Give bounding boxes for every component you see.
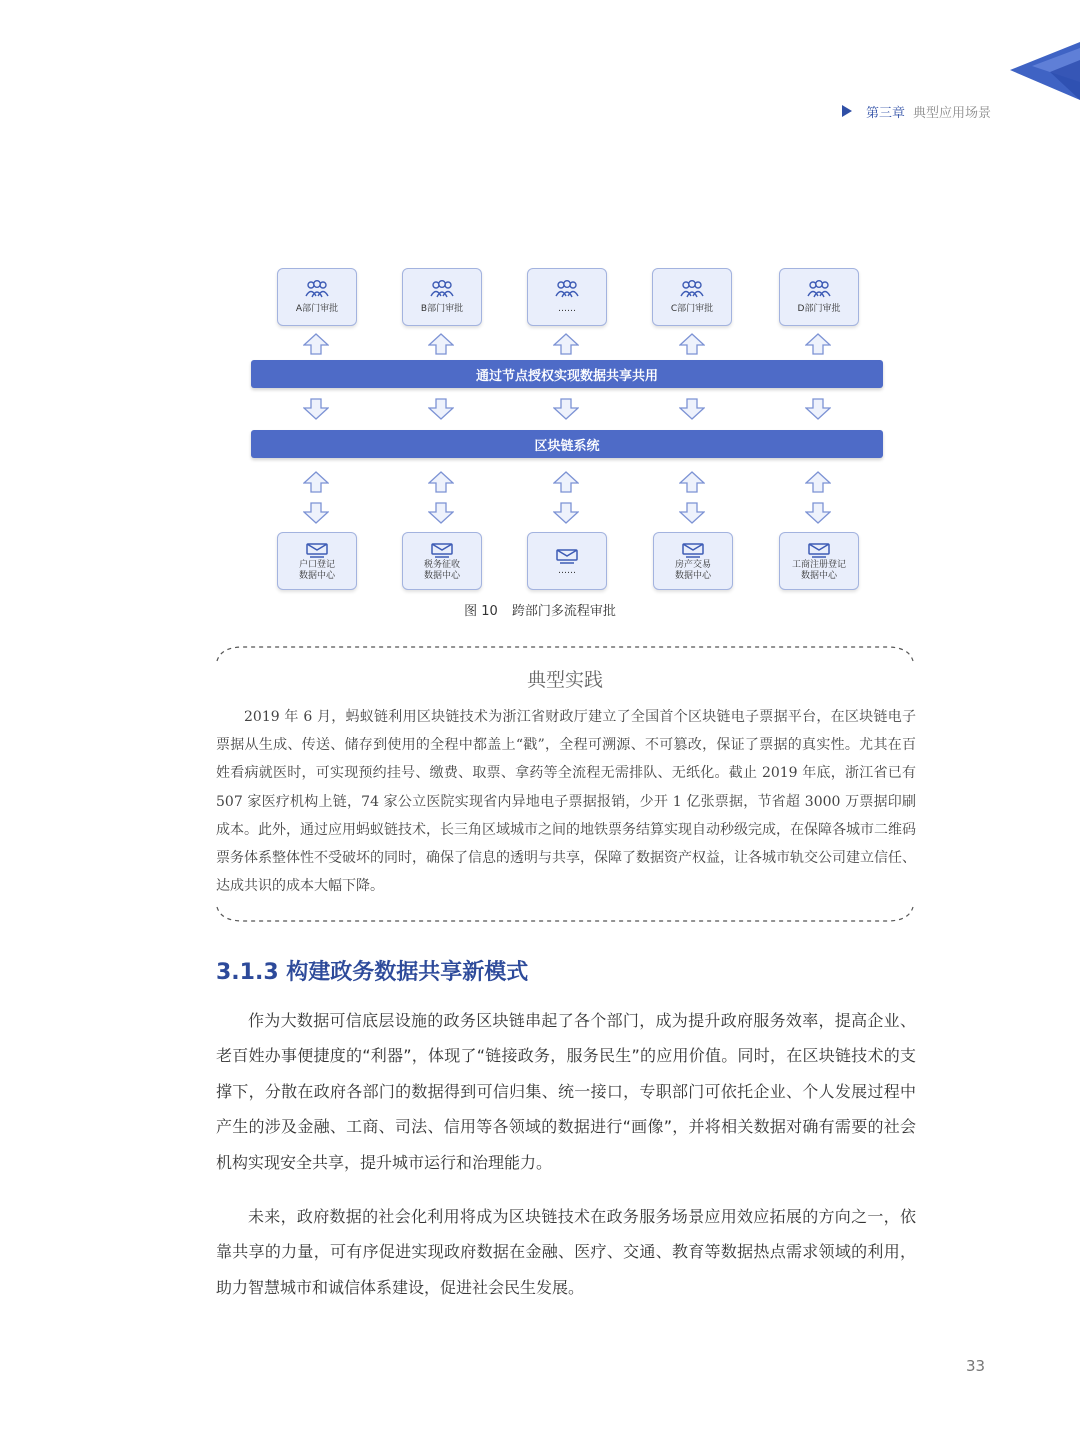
bottom-box-tax (402, 532, 482, 590)
bottom-box-business (779, 532, 859, 590)
down-arrow-icon (428, 398, 454, 420)
down-arrow-icon (553, 502, 579, 524)
data-center-icon (555, 546, 579, 566)
data-center-icon (681, 540, 705, 560)
bottom-box-line1: 税务征收 (423, 560, 460, 570)
top-box-label: C部门审批 (670, 304, 714, 314)
bottom-box-ellipsis (527, 532, 607, 590)
figure-caption (0, 600, 1080, 619)
down-arrow-icon (303, 398, 329, 420)
down-arrow-icon (805, 398, 831, 420)
up-arrow-icon (805, 471, 831, 493)
practice-text: 2019 年 6 月，蚂蚁链利用区块链技术为浙江省财政厅建立了全国首个区块链电子票据平台，在区块链电子票据从生成、传送、储存到使用的全程中都盖上“戳”，全程可溯源、不可篡改，保证了票据的真实性。尤其在百姓看病就医时，可实现预约挂号、缴费、取票、拿药等全流程无需排队、无纸化。截止 2019 年底，浙江省已有 507 家医疗机构上链，74 家公立医院实现省内异地电子票据报销，少开 1 亿张票据，节省超 3000 万票据印刷成本。此外，通过应用蚂蚁链技术，长三角区域城市之间的地铁票务结算实现自动秒级完成，在保障各城市二维码票务体系整体性不受破坏的同时，确保了信息的透明与共享，保障了数据资产权益，让各城市轨交公司建立信任、达成共识的成本大幅下降。 (216, 709, 916, 895)
data-center-icon (430, 540, 454, 560)
up-arrow-icon (303, 333, 329, 355)
body-paragraph-2: 未来，政府数据的社会化利用将成为区块链技术在政务服务场景应用效应拓展的方向之一，依靠共享的力量，可有序促进实现政府数据在金融、医疗、交通、教育等数据热点需求领域的利用，助力智慧城市和诚信体系建设，促进社会民生发展。 (216, 1207, 916, 1297)
figure-number: 图 10 (464, 604, 498, 619)
chapter-header (842, 101, 1042, 121)
data-sharing-bar: 通过节点授权实现数据共享共用 (251, 360, 883, 388)
bottom-box-line1: …… (558, 565, 576, 576)
bottom-box-line2: 数据中心 (674, 571, 711, 581)
bottom-box-line1: 房产交易 (674, 560, 711, 570)
top-box-label: D部门审批 (797, 304, 841, 314)
people-group-icon (304, 279, 330, 301)
up-arrow-icon (303, 471, 329, 493)
bottom-box-line1: 工商注册登记 (791, 560, 846, 570)
chapter-number: 第三章 (866, 105, 906, 121)
down-arrow-icon (805, 502, 831, 524)
down-arrow-icon (679, 398, 705, 420)
down-arrow-icon (553, 398, 579, 420)
up-arrow-icon (553, 471, 579, 493)
top-box-c (652, 268, 732, 326)
practice-title: 典型实践 (526, 669, 603, 691)
people-group-icon (554, 279, 580, 301)
bottom-box-line2: 数据中心 (800, 571, 837, 581)
people-group-icon (429, 279, 455, 301)
section-heading: 3.1.3 构建政务数据共享新模式 (216, 960, 529, 985)
top-box-d (779, 268, 859, 326)
page-number: 33 (966, 1357, 986, 1375)
corner-decoration (1010, 42, 1080, 100)
body-paragraph-1: 作为大数据可信底层设施的政务区块链串起了各个部门，成为提升政府服务效率，提高企业、老百姓办事便捷度的“利器”，体现了“链接政务，服务民生”的应用价值。同时，在区块链技术的支撑下，分散在政府各部门的数据得到可信归集、统一接口，专职部门可依托企业、个人发展过程中产生的涉及金融、工商、司法、信用等各领域的数据进行“画像”，并将相关数据对确有需要的社会机构实现安全共享，提升城市运行和治理能力。 (216, 1011, 916, 1172)
up-arrow-icon (553, 333, 579, 355)
up-arrow-icon (428, 471, 454, 493)
up-arrow-icon (428, 333, 454, 355)
people-group-icon (806, 279, 832, 301)
bottom-box-household (277, 532, 357, 590)
top-box-b (402, 268, 482, 326)
figure-title: 跨部门多流程审批 (511, 604, 616, 619)
bottom-box-line2: 数据中心 (423, 571, 460, 581)
bottom-box-line1: 户口登记 (298, 560, 335, 570)
people-group-icon (679, 279, 705, 301)
up-arrow-icon (679, 471, 705, 493)
down-arrow-icon (679, 502, 705, 524)
top-box-label: B部门审批 (420, 304, 464, 314)
up-arrow-icon (805, 333, 831, 355)
up-arrow-icon (679, 333, 705, 355)
down-arrow-icon (428, 502, 454, 524)
bottom-box-line2: 数据中心 (298, 571, 335, 581)
top-box-ellipsis (527, 268, 607, 326)
bottom-box-property (653, 532, 733, 590)
top-box-label: …… (558, 304, 576, 314)
down-arrow-icon (303, 502, 329, 524)
data-center-icon (807, 540, 831, 560)
top-box-a (277, 268, 357, 326)
blockchain-system-bar: 区块链系统 (251, 430, 883, 458)
triangle-marker-icon (842, 105, 852, 117)
data-center-icon (305, 540, 329, 560)
chapter-title: 典型应用场景 (913, 105, 992, 121)
top-box-label: A部门审批 (295, 304, 339, 314)
